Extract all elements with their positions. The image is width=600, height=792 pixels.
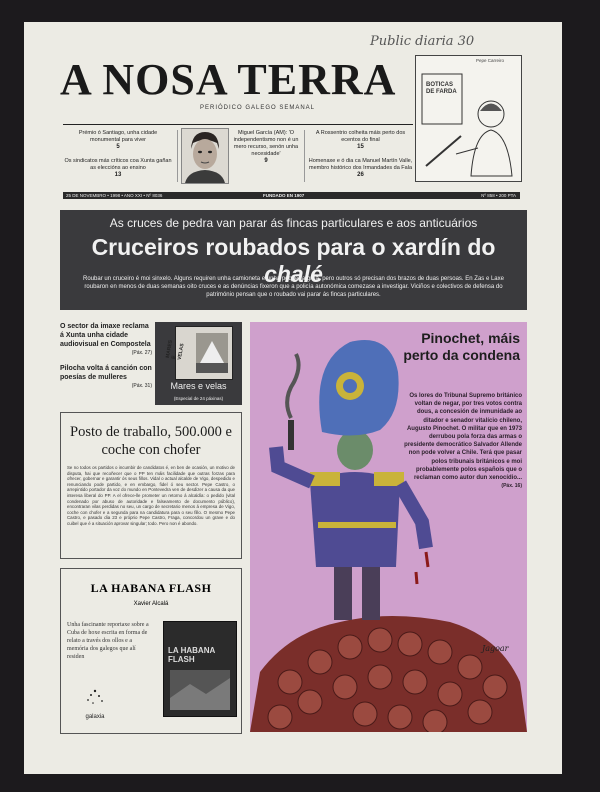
editorial-cartoon — [415, 55, 522, 182]
habana-author: Xavier Alcalá — [133, 601, 169, 607]
teaser-left-2: Os sindicatos más críticos coa Xunta gañan as eleccións ao ensino 13 — [64, 158, 172, 178]
mares-cover-image — [164, 326, 233, 380]
galaxia-logo-mark — [75, 687, 115, 709]
cartoon-credit: Pepe Carreiro — [476, 58, 505, 63]
book-cover-title: LA HABANA FLASH — [168, 646, 215, 664]
masthead-subtitle: PERIÓDICO GALEGO SEMANAL — [200, 105, 316, 111]
pinochet-headline: Pinochet, máis perto da condena — [403, 330, 520, 363]
cartoon-sign: BOTICAS DE FARDA — [426, 82, 457, 95]
pinochet-body: Os lores do Tribunal Supremo británico voltan de negar, por tres votos contra dous, a concesión de inmunidade ao ditador e senador vitalício chileno, Augusto Pinochet. O militar que en 1973 derrubou pola forza das armas o presidente democrático Salvador Allende non pode volver a Chile. Terá que pasar polos tribunais británicos e moi probablemente polos españois que o reclaman como autor dun xenocídio... (Páx. 16) — [404, 393, 522, 490]
posto-headline: Posto de traballo, 500.000 e coche con chofer — [70, 424, 232, 458]
dateline-center: FUNDADO EN 1907 — [263, 193, 305, 198]
habana-title: LA HABANA FLASH — [90, 581, 212, 595]
cartoon-drawing — [416, 56, 521, 181]
mares-photo — [196, 333, 228, 373]
divider — [177, 130, 178, 182]
book-cover-art — [170, 670, 230, 710]
masthead-title: A NOSA TERRA — [60, 55, 397, 104]
posto-article — [60, 412, 242, 559]
book-cover — [163, 621, 237, 717]
cartoon-signature: Jagoar — [482, 644, 509, 653]
teaser-middle: Miguel García (AM): 'O independentismo non é un mero recurso, senón unha necesidade' 9 — [233, 130, 299, 164]
mares-subtitle: (Especial de 24 páxinas) — [173, 396, 224, 401]
divider — [63, 124, 413, 125]
teaser-left-1: Prémio ó Santiago, unha cidade monumental para viver 5 — [78, 130, 158, 150]
brief-item: O sector da imaxe reclama á Xunta unha cidade audiovisual en Compostela (Páx. 27) — [60, 323, 152, 356]
portrait-photo — [181, 128, 229, 184]
handwritten-note: Public diaria 30 — [370, 34, 475, 49]
teaser-right-1: A Rossentrio colheita máis perto dos ecentos do final 15 — [315, 130, 406, 150]
lead-body: Roubar un cruceiro é moi sinxelo. Alguns requiren unha camioneta e unha pequena grua, pero outros só precisan dos brazos de duas persoas. En Zas e Laxe roubaron en menos de duas semanas oito cruces e as denúncias fixeron que a policía autonómica comezase a investigar. Viciños e colectivos de defensa do património pensan que o roubado vai parar ás fincas particulares. — [83, 276, 504, 298]
lead-headline: Cruceiros roubados para o xardín do chalé — [91, 234, 496, 287]
mares-title: Mares e velas — [170, 381, 227, 391]
pinochet-story — [250, 322, 527, 732]
divider — [304, 130, 305, 182]
mares-promo — [155, 322, 242, 405]
lead-story-banner — [60, 210, 527, 310]
portrait-image — [182, 129, 228, 183]
pinochet-cartoon — [250, 322, 527, 732]
teaser-right-2: Homenaxe e ó dia ca Manuel Martín Valle, membro histórico dos Irmandades da Fala 26 — [308, 158, 413, 178]
galaxia-logo-text: galaxia — [85, 714, 105, 720]
posto-body: Se no todos os partidos o incumbir de candidatos é, en ben de ocasión, un motivo de disputa, hai que recoñecer que o PP ten máis facilidade que outras forzas para ofrecer, gobernar e garantir ós seus fillos. Vidal o actual alcalde de Vigo, despedido e renunciando pode partido, e en embargo, fidel ó seu sector. Pepe Castro, o arrepintido portador da voz do mundo en Pontevedra ven de desdizer a causa da que interesa liberal do PP. A el ofrece-lle prometer un retorno á alcaldía: o pedido (vital condenado por abuso de autoridade e falseamento de documento público), encontraran vilas perdidas no seu, un cargo de secretario menos á empresa de Vigo, coche con chofer e a segunda para na candidatura para o seu fillo. O mesmo Pepe Castro, e pasado dia 23 e próprio Pepe Castro, Fraga, concordou un grave e do cuibel que é a situación aprovar singular; todo. Pero non é abondo. — [67, 465, 235, 526]
habana-ad — [60, 568, 242, 734]
mares-cover-text: MARES E VELAS — [164, 339, 186, 361]
brief-item: Pilocha volta á canción con poesías de mulleres (Páx. 31) — [60, 365, 152, 389]
galaxia-logo — [75, 687, 115, 720]
lead-kicker: As cruces de pedra van parar ás fincas particulares e aos anticuários — [109, 216, 478, 230]
dateline-bar — [63, 192, 520, 199]
dateline-left: 25 DE NOVEMBRO • 1998 • ANO XXI • Nº 8036 — [66, 193, 163, 198]
dateline-right: Nº 858 • 200 PTA — [481, 193, 516, 198]
habana-body: Unha fascinante reportaxe sobre a Cuba de hoxe escrita en forma de relato a través dos ollos e a memória dos galegos que alí residen — [67, 622, 149, 660]
briefs-column — [60, 322, 152, 391]
